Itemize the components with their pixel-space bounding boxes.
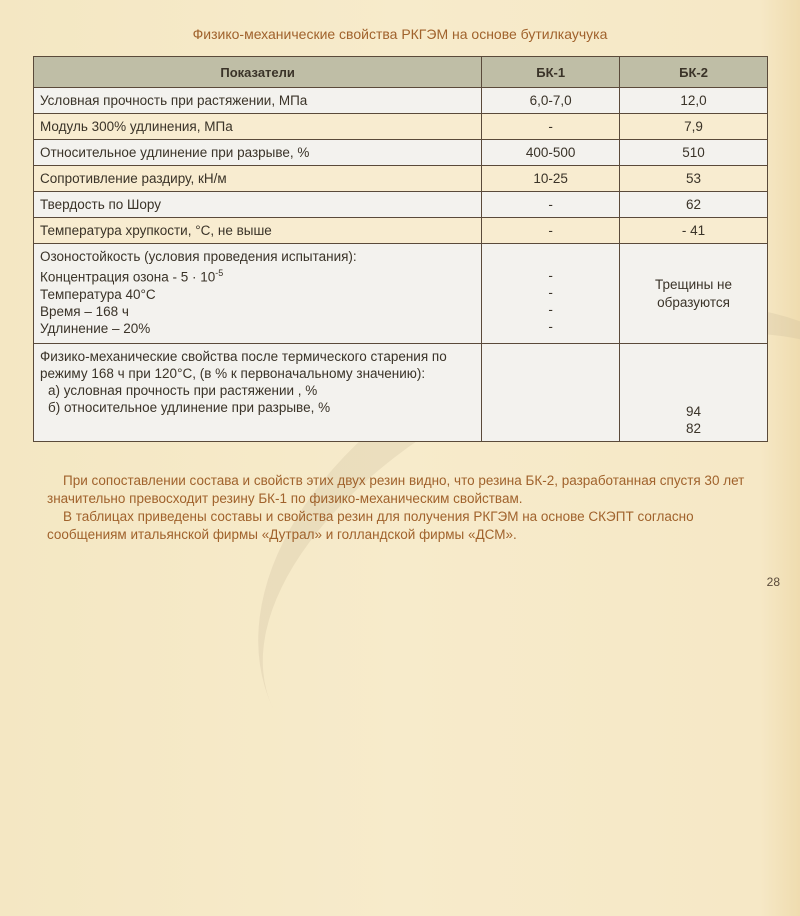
table-row-aging [34,344,768,442]
bk2-value [620,344,768,442]
aging-line: Физико-механические свойства после термического старения по режиму 168 ч при 120°С, (в % к первоначальному значению): [40,349,447,381]
aging-value: 94 [686,404,702,419]
table-header [34,57,768,88]
row-label: Модуль 300% удлинения, МПа [34,114,482,140]
dash: - [548,267,553,283]
ozone-line [40,265,475,286]
bk2-value: 53 [620,166,768,192]
row-label: Относительное удлинение при разрыве, % [34,140,482,166]
table-row [34,218,768,244]
bk2-value: 12,0 [620,88,768,114]
bk2-value: - 41 [620,218,768,244]
exponent: -5 [215,268,224,278]
bk2-value: 510 [620,140,768,166]
table-row [34,88,768,114]
page-number: 28 [766,575,780,589]
bk1-value: 400-500 [482,140,620,166]
bk1-value [482,244,620,344]
ozone-line: Озоностойкость (условия проведения испытания): [40,249,357,264]
row-label: Температура хрупкости, °С, не выше [34,218,482,244]
bk2-value: 7,9 [620,114,768,140]
bk1-value: 10-25 [482,166,620,192]
ozone-label [34,244,482,344]
bk1-value: - [482,218,620,244]
note-paragraph: При сопоставлении состава и свойств этих двух резин видно, что резина БК-2, разработанная спустя 30 лет значительно превосходит резину БК-1 по физико-механическим свойствам. [47,473,745,506]
header-indicators: Показатели [34,57,482,88]
note-paragraph: В таблицах приведены составы и свойства резин для получения РКГЭМ на основе СКЭПТ согласно сообщениям итальянской фирмы «Дутрал» и голландской фирмы «ДСМ». [47,509,694,542]
aging-value: 82 [686,421,702,436]
dash: - [548,301,553,317]
row-label: Условная прочность при растяжении, МПа [34,88,482,114]
table-row [34,166,768,192]
ozone-line: Удлинение – 20% [40,320,151,336]
table-row [34,140,768,166]
aging-line: б) относительное удлинение при разрыве, % [48,400,331,415]
ozone-line: Температура 40°С [40,286,156,302]
slide-title: Физико-механические свойства РКГЭМ на основе бутилкаучука [192,26,608,42]
aging-line: а) условная прочность при растяжении , % [48,383,318,398]
header-bk2: БК-2 [620,57,768,88]
dash: - [548,318,553,334]
table-row [34,192,768,218]
row-label: Твердость по Шору [34,192,482,218]
properties-table [33,56,768,442]
header-bk1: БК-1 [482,57,620,88]
bk1-value: 6,0-7,0 [482,88,620,114]
notes [47,472,767,544]
aging-label [34,344,482,442]
bk1-value: - [482,192,620,218]
row-label: Сопротивление раздиру, кН/м [34,166,482,192]
ozone-concentration: Концентрация озона - 5 · 10 [40,269,216,285]
table-row-ozone [34,244,768,344]
bk2-value: Трещины не образуются [620,244,768,344]
bk1-value: - [482,114,620,140]
bk2-value: 62 [620,192,768,218]
ozone-line: Время – 168 ч [40,303,129,319]
bk1-value [482,344,620,442]
dash: - [548,284,553,300]
table-row [34,114,768,140]
